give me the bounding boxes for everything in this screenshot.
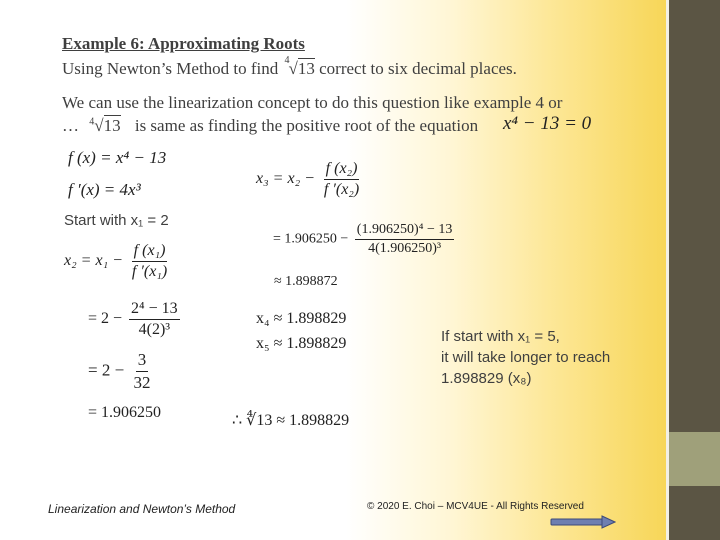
step2-lhs: = 2 − — [88, 360, 125, 380]
radical-sign: √ — [288, 59, 298, 78]
x2-result: = 1.906250 — [88, 404, 162, 421]
fourth-root-13-inline: $^4$√13 — [89, 116, 121, 135]
function-definition: f (x) = x⁴ − 13 — [68, 148, 167, 167]
intro-line-3 — [62, 116, 478, 136]
start-value: Start with x₁ = 2 — [64, 212, 169, 229]
sidebar-divider — [666, 0, 669, 540]
x3-denominator: f ′(x₂) — [323, 181, 360, 198]
step2-denominator: 32 — [133, 373, 151, 392]
sub-numerator: (1.906250)⁴ − 13 — [355, 222, 455, 240]
ellipsis: … — [62, 116, 79, 135]
sidebar-bottom-band — [666, 486, 720, 540]
x2-lhs: x₂ = x₁ − — [64, 252, 123, 270]
target-equation: x⁴ − 13 = 0 — [503, 113, 592, 134]
sidebar-olive-band — [666, 432, 720, 486]
step1-denominator: 4(2)³ — [138, 321, 171, 338]
final-conclusion: ∴ ∜13 ≈ 1.898829 — [232, 412, 350, 429]
step1-lhs: = 2 − — [88, 310, 123, 328]
x2-formula — [64, 242, 172, 281]
slide-title: Example 6: Approximating Roots — [62, 34, 305, 53]
derivative-definition: f ′(x) = 4x³ — [68, 180, 141, 199]
step1-fraction — [129, 300, 180, 339]
note-line-3: 1.898829 (x₈) — [441, 370, 532, 387]
sidebar-dark-band — [666, 0, 720, 432]
x3-approx: ≈ 1.898872 — [274, 274, 338, 289]
x2-step-2 — [88, 350, 155, 393]
intro-line-1-end: correct to six decimal places. — [319, 59, 517, 78]
step1-numerator: 2⁴ − 13 — [129, 300, 180, 320]
x2-step-1 — [88, 300, 183, 339]
next-arrow-icon[interactable] — [550, 515, 616, 529]
sub-denominator: 4(1.906250)³ — [368, 241, 442, 256]
root-index: 4 — [284, 55, 290, 66]
radicand: 13 — [297, 59, 315, 78]
step2-numerator: 3 — [136, 350, 149, 372]
intro-line-1-start: Using Newton’s Method to find — [62, 59, 279, 78]
x3-lhs: x₃ = x₂ − — [256, 170, 315, 188]
x2-denominator: f ′(x₁) — [131, 263, 168, 280]
x2-fraction — [130, 242, 169, 281]
x3-substitution — [273, 222, 457, 257]
sub-lhs: = 1.906250 − — [273, 231, 349, 247]
x5-value: x₅ ≈ 1.898829 — [256, 335, 347, 352]
intro-line-2: We can use the linearization concept to do this question like example 4 or — [62, 93, 563, 112]
intro-line-3-text: is same as finding the positive root of the equation — [134, 116, 479, 135]
step2-fraction — [131, 350, 152, 393]
x3-fraction — [322, 160, 361, 199]
x2-numerator: f (x₁) — [132, 242, 168, 262]
x4-value: x₄ ≈ 1.898829 — [256, 310, 347, 327]
footer-lesson-title: Linearization and Newton’s Method — [48, 502, 236, 516]
footer-copyright: © 2020 E. Choi – MCV4UE - All Rights Reserved — [367, 501, 584, 512]
note-line-1: If start with x₁ = 5, — [441, 328, 560, 345]
note-line-2: it will take longer to reach — [441, 349, 611, 366]
x3-formula — [256, 160, 364, 199]
intro-line-1 — [62, 55, 517, 79]
x3-numerator: f (x₂) — [324, 160, 360, 180]
fourth-root-13 — [284, 55, 320, 78]
sub-fraction — [355, 222, 455, 257]
